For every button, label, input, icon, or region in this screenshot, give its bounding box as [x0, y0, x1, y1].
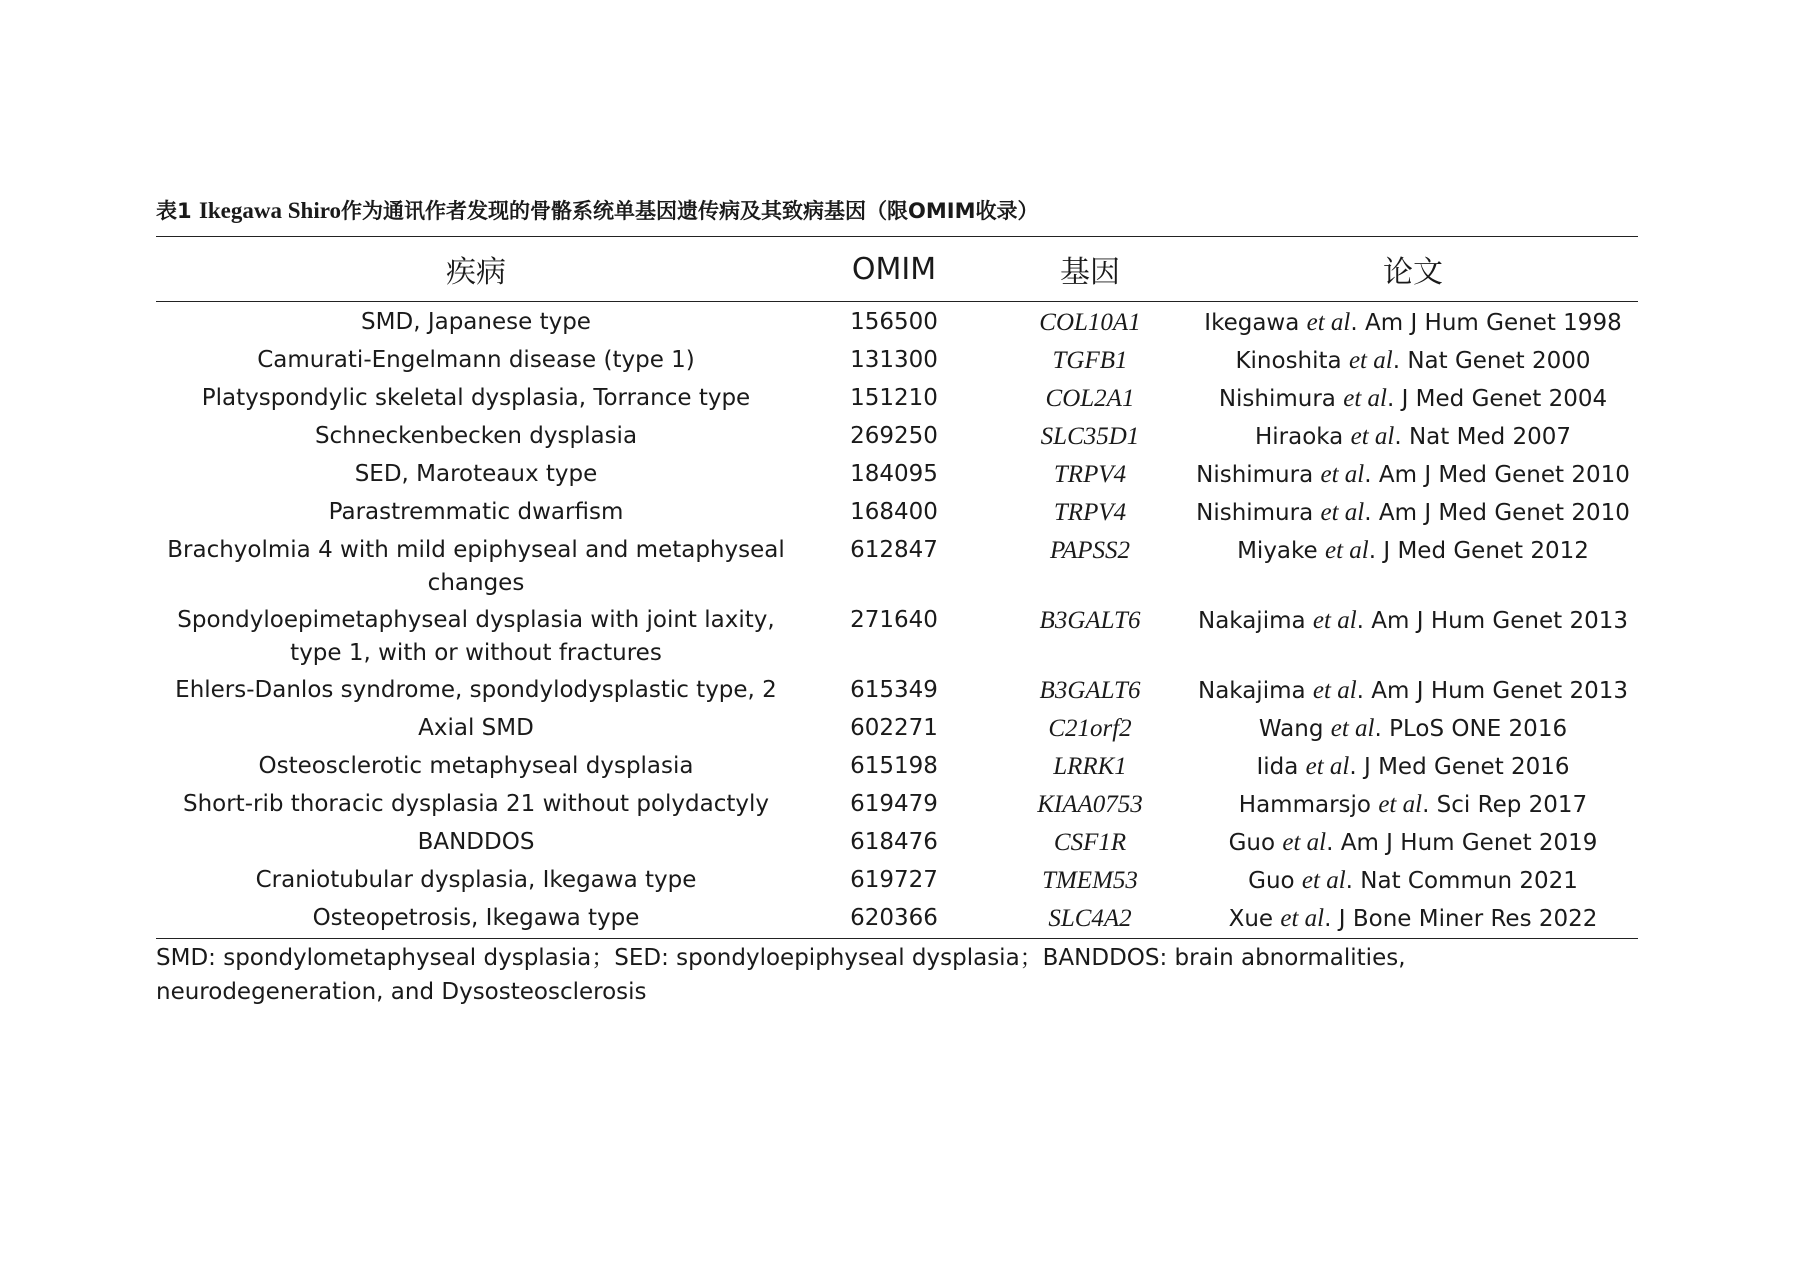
paper-etal: et al [1312, 677, 1357, 704]
omim-cell: 156500 [850, 309, 938, 335]
paper-author: Hammarsjo [1238, 792, 1371, 818]
paper-reference: . Nat Commun 2021 [1345, 868, 1578, 894]
paper-author: Hiraoka [1254, 424, 1344, 450]
table-row [156, 900, 1638, 939]
disease-cell: Craniotubular dysplasia, Ikegawa type [255, 867, 697, 893]
paper-cell [1188, 380, 1638, 418]
gene-cell: TGFB1 [1052, 347, 1128, 374]
table-row [156, 456, 1638, 494]
gene-cell: B3GALT6 [1039, 677, 1141, 704]
paper-reference: . Am J Hum Genet 2013 [1356, 608, 1628, 634]
disease-cell: Spondyloepimetaphyseal dysplasia with joint laxity, type 1, with or without fractures [177, 607, 775, 666]
gene-cell: TMEM53 [1042, 867, 1138, 894]
omim-cell: 151210 [850, 385, 938, 411]
paper-cell [1188, 418, 1638, 456]
gene-cell: TRPV4 [1053, 461, 1127, 488]
table-row [156, 862, 1638, 900]
paper-cell [1188, 602, 1638, 672]
header-paper: 论文 [1383, 255, 1443, 290]
paper-reference: . Am J Hum Genet 1998 [1350, 310, 1622, 336]
paper-cell [1188, 342, 1638, 380]
disease-cell: Axial SMD [418, 715, 534, 741]
paper-author: Wang [1258, 716, 1324, 742]
paper-etal: et al [1280, 905, 1325, 932]
document [156, 196, 1638, 1009]
omim-cell: 615198 [850, 753, 938, 779]
paper-author: Ikegawa [1204, 310, 1300, 336]
header-row [156, 237, 1638, 302]
gene-table [156, 236, 1638, 939]
paper-cell [1188, 710, 1638, 748]
paper-author: Kinoshita [1235, 348, 1342, 374]
paper-etal: et al [1348, 347, 1393, 374]
gene-cell: PAPSS2 [1049, 537, 1131, 564]
paper-author: Nishimura [1196, 462, 1314, 488]
paper-reference: . J Med Genet 2004 [1386, 386, 1608, 412]
omim-cell: 618476 [850, 829, 938, 855]
paper-cell [1188, 786, 1638, 824]
paper-reference: . Am J Med Genet 2010 [1364, 500, 1630, 526]
omim-cell: 619479 [850, 791, 938, 817]
disease-cell: Short-rib thoracic dysplasia 21 without polydactyly [182, 791, 770, 817]
omim-cell: 269250 [850, 423, 938, 449]
paper-cell [1188, 456, 1638, 494]
table-caption [156, 196, 1638, 226]
disease-cell: BANDDOS [417, 829, 535, 855]
paper-etal: et al [1282, 829, 1327, 856]
caption-suffix: 作为通讯作者发现的骨骼系统单基因遗传病及其致病基因（限OMIM收录） [341, 199, 1039, 223]
gene-cell: CSF1R [1053, 829, 1127, 856]
paper-reference: . J Bone Miner Res 2022 [1324, 906, 1598, 932]
gene-cell: C21orf2 [1048, 715, 1132, 742]
gene-cell: SLC35D1 [1040, 423, 1140, 450]
omim-cell: 271640 [850, 607, 938, 633]
gene-cell: COL2A1 [1045, 385, 1135, 412]
table-row [156, 342, 1638, 380]
paper-etal: et al [1312, 607, 1357, 634]
paper-reference: . J Med Genet 2012 [1368, 538, 1589, 564]
table-row [156, 824, 1638, 862]
omim-cell: 168400 [850, 499, 938, 525]
paper-etal: et al [1301, 867, 1346, 894]
paper-reference: . Am J Hum Genet 2019 [1326, 830, 1598, 856]
disease-cell: Platyspondylic skeletal dysplasia, Torrance type [201, 385, 751, 411]
paper-author: Guo [1228, 830, 1276, 856]
table-row [156, 418, 1638, 456]
omim-cell: 131300 [850, 347, 938, 373]
gene-cell: COL10A1 [1039, 309, 1141, 336]
table-row [156, 302, 1638, 343]
paper-reference: . J Med Genet 2016 [1349, 754, 1570, 780]
header-omim: OMIM [851, 251, 937, 287]
paper-cell [1188, 532, 1638, 602]
paper-reference: . Am J Hum Genet 2013 [1356, 678, 1628, 704]
disease-cell: SMD, Japanese type [361, 309, 591, 335]
paper-author: Nishimura [1196, 500, 1314, 526]
disease-cell: Parastremmatic dwarfism [328, 499, 624, 525]
paper-reference: . Nat Med 2007 [1394, 424, 1572, 450]
paper-reference: . Am J Med Genet 2010 [1364, 462, 1630, 488]
paper-author: Xue [1228, 906, 1274, 932]
caption-name: Ikegawa Shiro [198, 198, 342, 223]
paper-reference: . Sci Rep 2017 [1422, 792, 1588, 818]
paper-author: Iida [1256, 754, 1299, 780]
disease-cell: Brachyolmia 4 with mild epiphyseal and metaphyseal changes [167, 537, 785, 596]
paper-etal: et al [1343, 385, 1387, 412]
paper-author: Guo [1248, 868, 1295, 894]
disease-cell: SED, Maroteaux type [354, 461, 598, 487]
disease-cell: Schneckenbecken dysplasia [314, 423, 638, 449]
paper-cell [1188, 748, 1638, 786]
gene-cell: KIAA0753 [1037, 791, 1143, 818]
paper-reference: . PLoS ONE 2016 [1374, 716, 1568, 742]
paper-etal: et al [1320, 461, 1365, 488]
table-row [156, 494, 1638, 532]
disease-cell: Camurati-Engelmann disease (type 1) [257, 347, 695, 373]
paper-author: Nishimura [1218, 386, 1336, 412]
omim-cell: 612847 [850, 537, 938, 563]
gene-cell: LRRK1 [1053, 753, 1127, 780]
disease-cell: Ehlers-Danlos syndrome, spondylodysplastic type, 2 [175, 677, 777, 703]
paper-etal: et al [1378, 791, 1423, 818]
omim-cell: 620366 [850, 905, 938, 931]
omim-cell: 615349 [850, 677, 938, 703]
paper-author: Nakajima [1198, 608, 1306, 634]
paper-cell [1188, 862, 1638, 900]
paper-cell [1188, 494, 1638, 532]
caption-prefix: 表1 [156, 199, 199, 223]
paper-cell [1188, 824, 1638, 862]
paper-cell [1188, 672, 1638, 710]
table-row [156, 602, 1638, 672]
gene-cell: B3GALT6 [1039, 607, 1141, 634]
paper-etal: et al [1324, 537, 1369, 564]
table-row [156, 786, 1638, 824]
paper-etal: et al [1320, 499, 1365, 526]
table-row [156, 748, 1638, 786]
omim-cell: 619727 [850, 867, 938, 893]
footnote: SMD: spondylometaphyseal dysplasia；SED: spondyloepiphyseal dysplasia；BANDDOS: brain abnormalities, neurodegeneration, and Dysosteosclerosis [156, 945, 1406, 1005]
gene-cell: SLC4A2 [1048, 905, 1132, 932]
omim-cell: 184095 [850, 461, 938, 487]
table-row [156, 532, 1638, 602]
paper-etal: et al [1306, 309, 1351, 336]
table-row [156, 380, 1638, 418]
omim-cell: 602271 [850, 715, 938, 741]
table-row [156, 710, 1638, 748]
paper-cell [1188, 302, 1638, 343]
paper-cell [1188, 900, 1638, 939]
header-gene: 基因 [1060, 255, 1120, 290]
paper-author: Miyake [1237, 538, 1318, 564]
paper-author: Nakajima [1198, 678, 1306, 704]
paper-etal: et al [1350, 423, 1395, 450]
paper-reference: . Nat Genet 2000 [1392, 348, 1591, 374]
paper-etal: et al [1305, 753, 1350, 780]
gene-cell: TRPV4 [1053, 499, 1127, 526]
table-body [156, 302, 1638, 939]
disease-cell: Osteosclerotic metaphyseal dysplasia [258, 753, 694, 779]
paper-etal: et al [1330, 715, 1375, 742]
header-disease: 疾病 [446, 255, 506, 290]
disease-cell: Osteopetrosis, Ikegawa type [312, 905, 640, 931]
table-row [156, 672, 1638, 710]
